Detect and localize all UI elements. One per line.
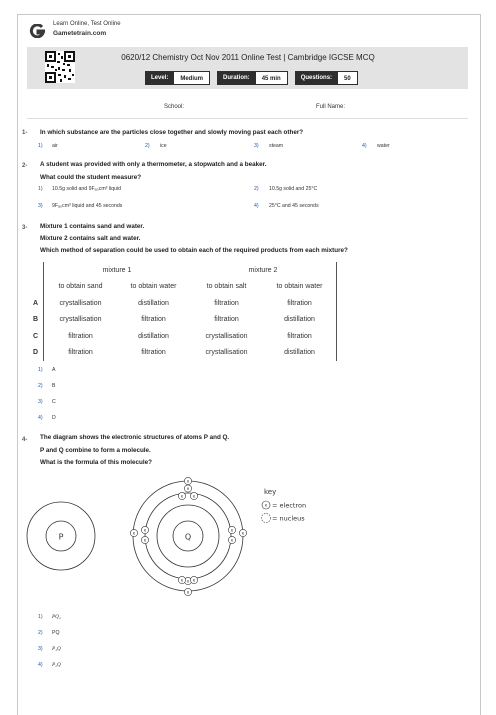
atom-q-label: Q <box>184 532 192 542</box>
svg-text:e: e <box>186 478 190 484</box>
table-cell: filtration <box>214 316 239 324</box>
svg-text:e: e <box>192 577 196 583</box>
q1-option-4-number[interactable]: 4) <box>362 143 367 149</box>
diagram-key <box>262 488 307 523</box>
table-row <box>28 312 337 329</box>
row-label: B <box>32 316 39 324</box>
q3-option-3[interactable]: C <box>52 399 56 405</box>
svg-text:e: e <box>180 493 184 499</box>
electron-icon <box>228 526 235 533</box>
q3-option-2[interactable]: B <box>52 383 56 389</box>
svg-text:e: e <box>186 578 190 584</box>
q4-option-4[interactable]: P₂Q <box>52 662 61 668</box>
electron-icon <box>184 485 191 492</box>
electron-icon <box>141 536 148 543</box>
question-2-line-2: What could the student measure? <box>40 174 142 181</box>
q2-option-2-number[interactable]: 2) <box>254 186 259 192</box>
q4-option-4-number[interactable]: 4) <box>38 662 43 668</box>
key-nucleus-text: = nucleus <box>272 514 305 523</box>
electron-icon <box>190 576 197 583</box>
electron-icon <box>178 576 185 583</box>
question-3-line-1: Mixture 1 contains sand and water. <box>40 223 145 230</box>
svg-text:e: e <box>186 589 190 595</box>
table-row <box>28 345 337 362</box>
column-header: to obtain water <box>130 283 177 291</box>
electron-icon <box>141 526 148 533</box>
duration-badge <box>217 71 288 85</box>
svg-text:e: e <box>230 527 234 533</box>
q4-option-1-number[interactable]: 1) <box>38 614 43 620</box>
q1-option-1-number[interactable]: 1) <box>38 143 43 149</box>
svg-text:e: e <box>132 530 136 536</box>
table-cell: filtration <box>214 299 239 307</box>
svg-text:e: e <box>264 502 268 508</box>
column-header: to obtain sand <box>44 279 118 296</box>
table-cell: filtration <box>44 328 118 345</box>
q3-option-2-number[interactable]: 2) <box>38 383 43 389</box>
q1-option-1[interactable]: air <box>52 143 58 149</box>
q2-option-1[interactable]: 10.5g solid and 9Fₐ₀cm³ liquid <box>52 186 121 192</box>
duration-label: Duration: <box>217 71 256 85</box>
electron-icon <box>228 536 235 543</box>
brand-site: Gametetrain.com <box>53 30 107 37</box>
question-3-line-2: Mixture 2 contains salt and water. <box>40 235 141 242</box>
atom-p <box>27 502 95 570</box>
table-cell: distillation <box>138 332 169 340</box>
question-1-text: In which substance are the particles close together and slowly moving past each other? <box>40 129 304 136</box>
duration-value: 45 min <box>256 71 288 85</box>
q2-option-3[interactable]: 9Fₐ₀cm³ liquid and 45 seconds <box>52 203 123 209</box>
q1-option-2[interactable]: ice <box>160 143 167 149</box>
svg-text:e: e <box>143 527 147 533</box>
table-row <box>28 328 337 345</box>
electron-icon <box>178 492 185 499</box>
test-meta <box>145 71 365 85</box>
q3-option-4-number[interactable]: 4) <box>38 415 43 421</box>
row-label: D <box>32 349 39 357</box>
q2-option-4[interactable]: 25°C and 45 seconds <box>269 203 319 209</box>
group-header-mixture-1: mixture 1 <box>44 262 191 279</box>
q4-option-2-number[interactable]: 2) <box>38 630 43 636</box>
school-label[interactable]: School: <box>164 104 185 110</box>
table-cell: crystallisation <box>205 332 248 340</box>
test-title: 0620/12 Chemistry Oct Nov 2011 Online Test | Cambridge IGCSE MCQ <box>121 53 375 62</box>
electron-icon <box>190 492 197 499</box>
svg-text:e: e <box>186 486 190 491</box>
row-label: A <box>32 299 39 307</box>
question-4-line-3: What is the formula of this molecule? <box>40 459 152 466</box>
questions-label: Questions: <box>295 71 338 85</box>
atom-p-label: P <box>58 532 64 542</box>
key-nucleus-icon <box>262 514 271 523</box>
table-cell: crystallisation <box>205 349 248 357</box>
key-electron-text: = electron <box>272 501 307 510</box>
table-cell: crystallisation <box>44 312 118 329</box>
svg-text:e: e <box>143 537 147 543</box>
table-cell: distillation <box>263 345 337 362</box>
table-cell: filtration <box>263 328 337 345</box>
svg-text:e: e <box>192 493 196 499</box>
full-name-label[interactable]: Full Name: <box>316 104 346 110</box>
divider <box>27 118 468 119</box>
group-header-mixture-2: mixture 2 <box>190 262 337 279</box>
separation-table <box>28 262 337 361</box>
svg-text:e: e <box>180 577 184 583</box>
row-label: C <box>32 332 39 340</box>
table-cell: distillation <box>138 299 169 307</box>
question-4-line-1: The diagram shows the electronic structures of atoms P and Q. <box>40 434 230 441</box>
question-number: 3- <box>22 225 28 231</box>
questions-value: 50 <box>338 71 358 85</box>
q2-option-3-number[interactable]: 3) <box>38 203 43 209</box>
atom-q <box>133 478 243 591</box>
q1-option-3[interactable]: steam <box>269 143 284 149</box>
key-title: key <box>264 488 277 496</box>
gametetrain-logo-icon <box>29 24 47 38</box>
table-cell: filtration <box>44 345 118 362</box>
q4-option-3-number[interactable]: 3) <box>38 646 43 652</box>
column-header: to obtain salt <box>206 283 247 291</box>
table-cell: filtration <box>263 295 337 312</box>
electron-icon <box>239 529 246 536</box>
table-cell: filtration <box>141 316 166 324</box>
q4-option-2[interactable]: PQ <box>52 630 60 636</box>
q4-option-1[interactable]: PQ₄ <box>52 614 61 620</box>
question-4-line-2: P and Q combine to form a molecule. <box>40 447 151 454</box>
question-number: 1- <box>22 130 28 136</box>
question-number: 4- <box>22 437 28 443</box>
q1-option-3-number[interactable]: 3) <box>254 143 259 149</box>
q3-option-1-number[interactable]: 1) <box>38 367 43 373</box>
level-value: Medium <box>174 71 210 85</box>
table-cell: crystallisation <box>44 295 118 312</box>
brand-tagline: Learn Online, Test Online <box>53 21 121 27</box>
level-badge <box>145 71 210 85</box>
q3-option-3-number[interactable]: 3) <box>38 399 43 405</box>
question-number: 2- <box>22 163 28 169</box>
level-label: Level: <box>145 71 174 85</box>
question-2-line-1: A student was provided with only a thermometer, a stopwatch and a beaker. <box>40 161 267 168</box>
question-3-line-3: Which method of separation could be used to obtain each of the required products from each mixture? <box>40 247 348 254</box>
table-cell: filtration <box>141 349 166 357</box>
column-header: to obtain water <box>263 279 337 296</box>
q2-option-2[interactable]: 10.5g solid and 25°C <box>269 186 318 192</box>
q1-option-2-number[interactable]: 2) <box>145 143 150 149</box>
table-cell: distillation <box>263 312 337 329</box>
q2-option-1-number[interactable]: 1) <box>38 186 43 192</box>
table-row <box>28 295 337 312</box>
q2-option-4-number[interactable]: 4) <box>254 203 259 209</box>
q3-option-4[interactable]: D <box>52 415 56 421</box>
svg-text:e: e <box>241 530 245 536</box>
questions-badge <box>295 71 358 85</box>
q1-option-4[interactable]: water <box>377 143 390 149</box>
q4-option-3[interactable]: P₄Q <box>52 646 61 652</box>
svg-text:e: e <box>230 537 234 543</box>
electron-structure-diagram <box>0 470 496 610</box>
electron-icon <box>184 588 191 595</box>
electron-icon <box>184 477 191 484</box>
electron-icon <box>130 529 137 536</box>
q3-option-1[interactable]: A <box>52 367 56 373</box>
